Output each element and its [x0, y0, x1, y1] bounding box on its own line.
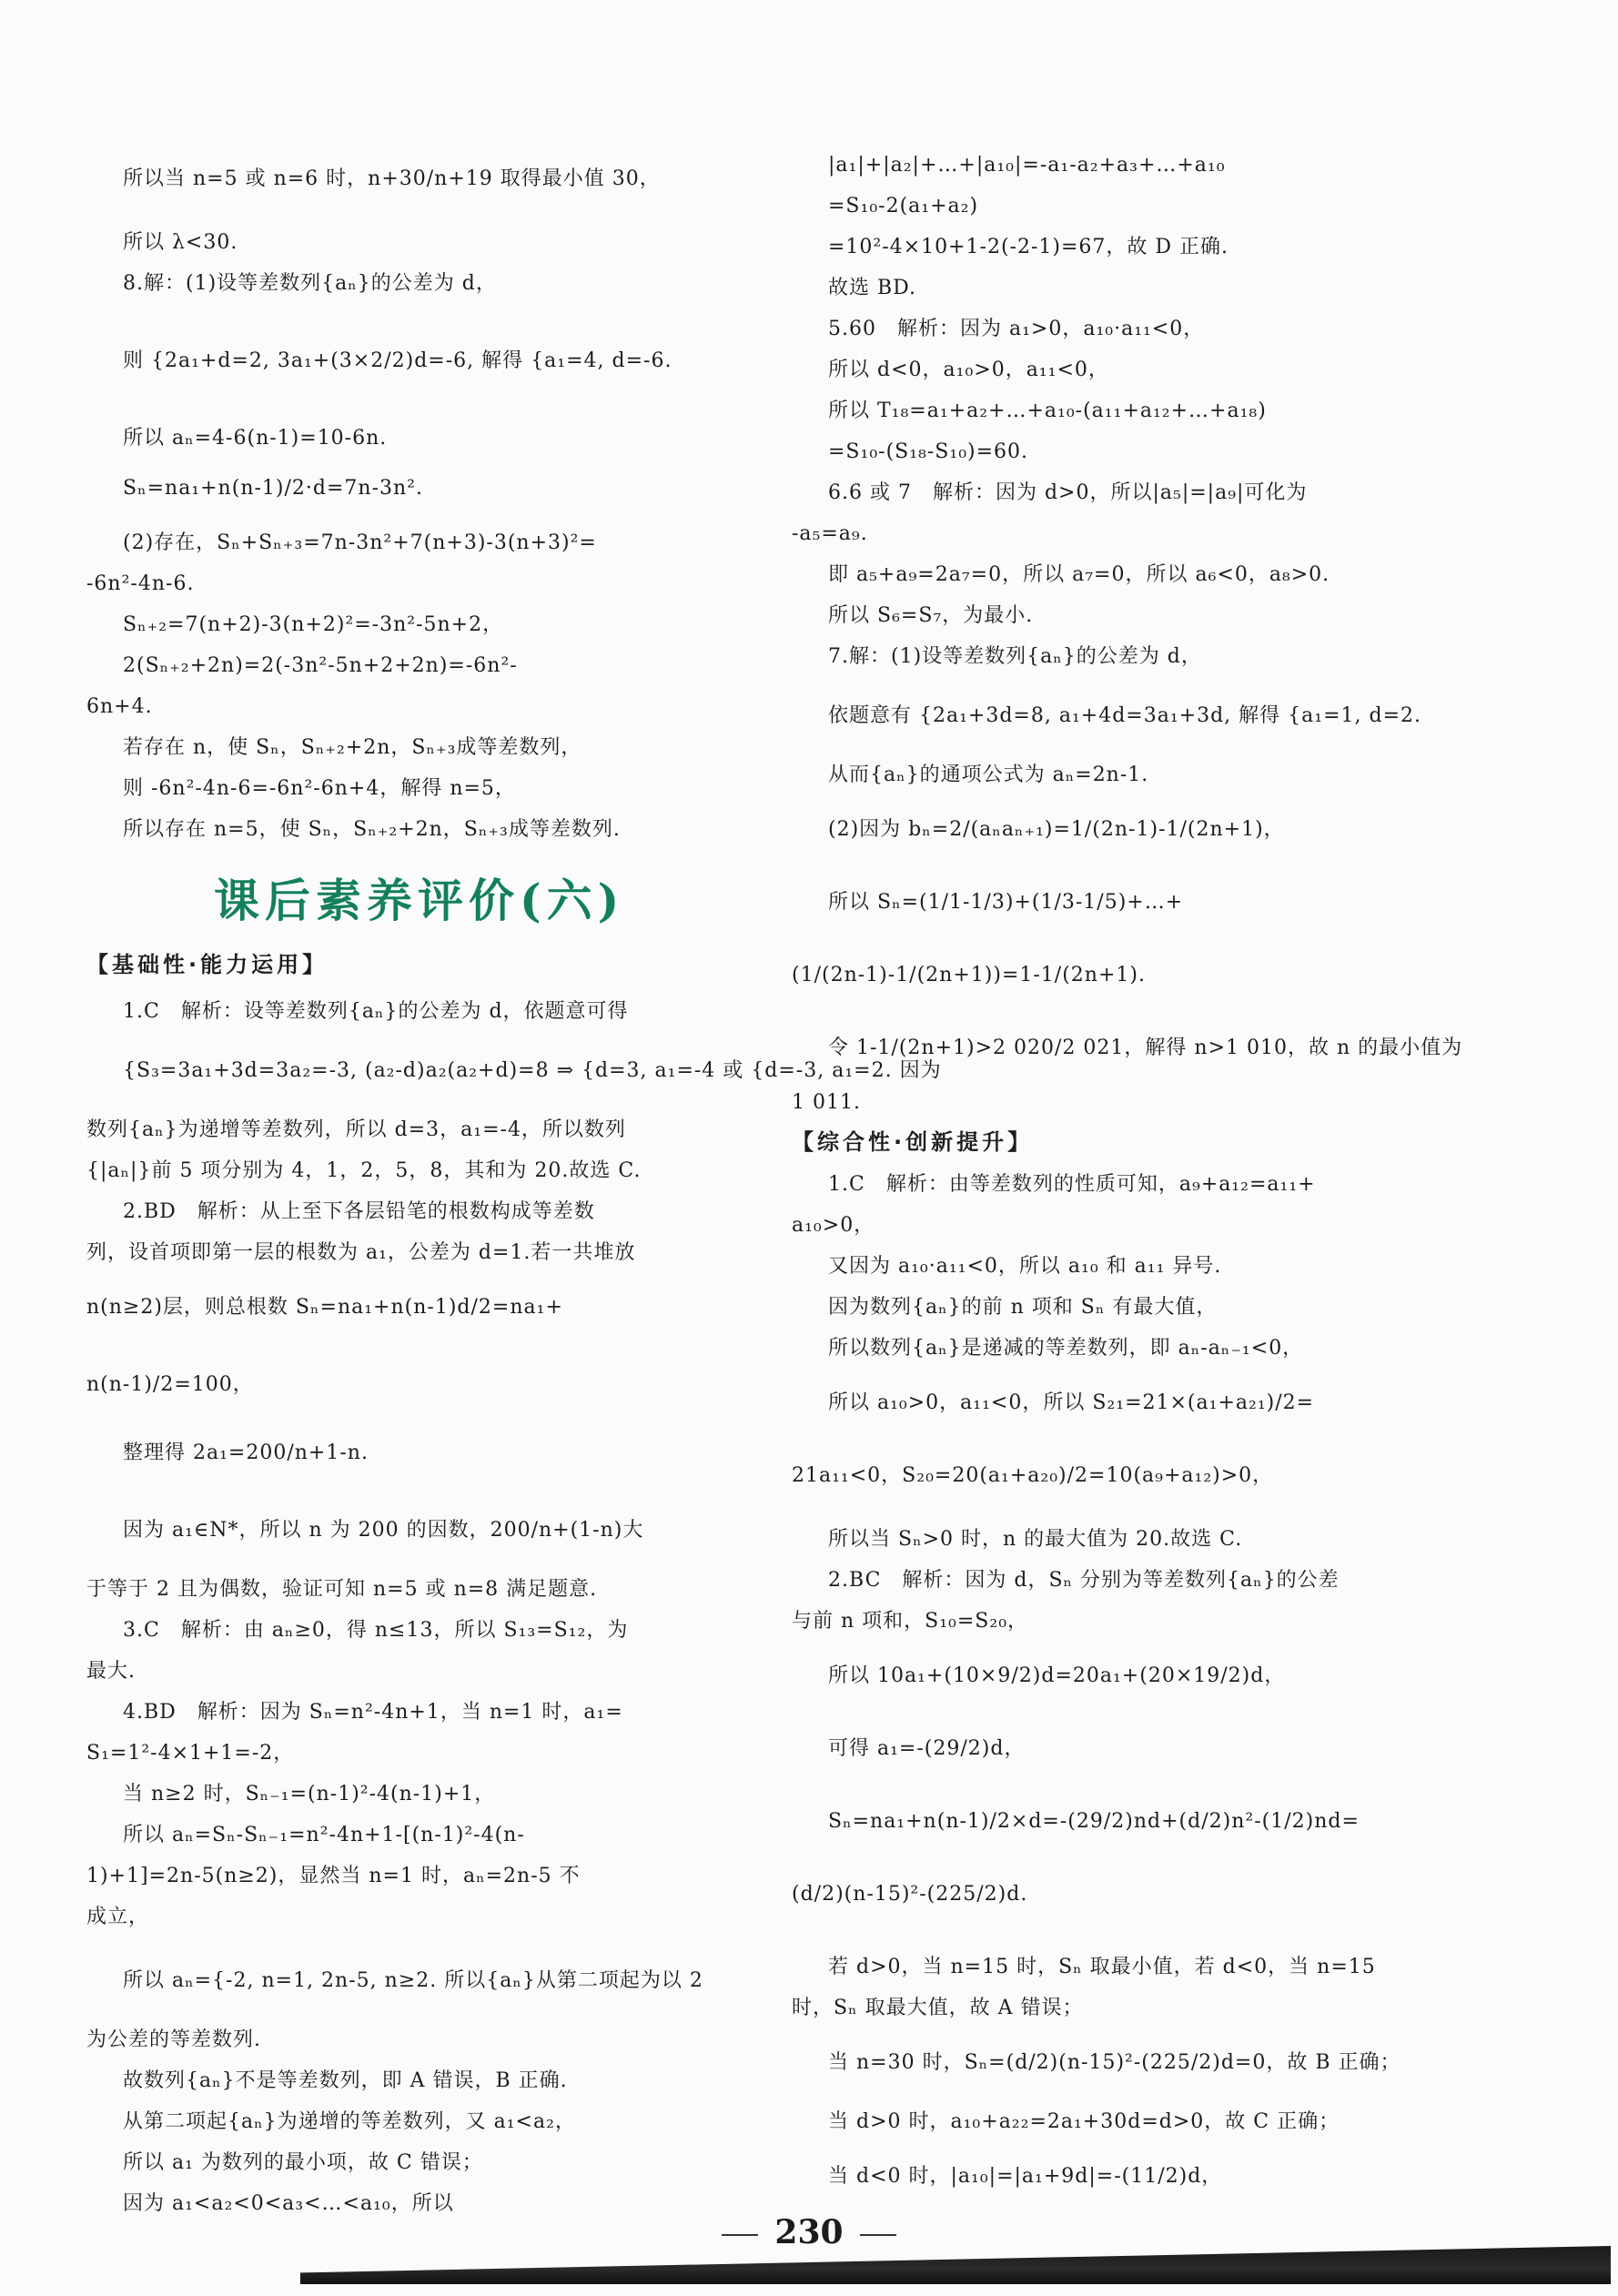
text-line: 所以当 n=5 或 n=6 时，n+30/n+19 取得最小值 30， — [123, 167, 661, 190]
text-line: (1/(2n-1)-1/(2n+1))=1-1/(2n+1). — [792, 964, 1146, 986]
text-line: 则 -6n²-4n-6=-6n²-6n+4，解得 n=5， — [123, 777, 516, 800]
text-line: 3.C 解析：由 aₙ≥0，得 n≤13，所以 S₁₃=S₁₂，为 — [123, 1619, 629, 1642]
page-dash-left — [722, 2234, 758, 2236]
text-line: 列，设首项即第一层的根数为 a₁，公差为 d=1.若一共堆放 — [86, 1241, 636, 1264]
section-title: 课后素养评价(六) — [214, 874, 625, 927]
bottom-decor-bar — [300, 2246, 1611, 2284]
text-line: 从第二项起{aₙ}为递增的等差数列，又 a₁<a₂， — [123, 2110, 576, 2133]
text-line: 若 d>0，当 n=15 时，Sₙ 取最小值，若 d<0，当 n=15 — [828, 1956, 1376, 1978]
text-line: 所以存在 n=5，使 Sₙ，Sₙ₊₂+2n，Sₙ₊₃成等差数列. — [123, 818, 621, 841]
text-line: 成立， — [86, 1906, 150, 1928]
text-line: 5.60 解析：因为 a₁>0，a₁₀·a₁₁<0， — [828, 318, 1205, 340]
text-line: -a₅=a₉. — [792, 522, 868, 545]
text-line: 6.6 或 7 解析：因为 d>0，所以|a₅|=|a₉|可化为 — [828, 481, 1308, 504]
text-line: 与前 n 项和，S₁₀=S₂₀， — [792, 1610, 1029, 1633]
text-line: n(n-1)/2=100， — [86, 1373, 254, 1396]
text-line: 若存在 n，使 Sₙ，Sₙ₊₂+2n，Sₙ₊₃成等差数列， — [123, 736, 582, 759]
text-line: 令 1-1/(2n+1)>2 020/2 021，解得 n>1 010，故 n 的最小值为 — [828, 1037, 1463, 1059]
page-dash-right — [860, 2234, 896, 2236]
text-line: {|aₙ|}前 5 项分别为 4，1，2，5，8，其和为 20.故选 C. — [86, 1159, 642, 1182]
text-line: 所以 S₆=S₇，为最小. — [828, 604, 1034, 627]
text-line: 为公差的等差数列. — [86, 2028, 261, 2051]
text-line: 1 011. — [792, 1091, 861, 1114]
text-line: 整理得 2a₁=200/n+1-n. — [123, 1441, 369, 1464]
text-line: 1.C 解析：设等差数列{aₙ}的公差为 d，依题意可得 — [123, 1000, 629, 1023]
text-line: {S₃=3a₁+3d=3a₂=-3, (a₂-d)a₂(a₂+d)=8 ⇒ {d=3, a₁=-4 或 {d=-3, a₁=2. 因为 — [123, 1059, 942, 1082]
text-line: n(n≥2)层，则总根数 Sₙ=na₁+n(n-1)d/2=na₁+ — [86, 1296, 563, 1319]
text-line: 6n+4. — [86, 695, 153, 718]
text-line: S₁=1²-4×1+1=-2， — [86, 1742, 295, 1765]
text-line: 最大. — [86, 1660, 136, 1683]
text-line: Sₙ₊₂=7(n+2)-3(n+2)²=-3n²-5n+2， — [123, 613, 504, 636]
text-line: 可得 a₁=-(29/2)d， — [828, 1737, 1026, 1760]
text-line: 2(Sₙ₊₂+2n)=2(-3n²-5n+2+2n)=-6n²- — [123, 654, 518, 677]
text-line: 8.解：(1)设等差数列{aₙ}的公差为 d， — [123, 272, 497, 295]
text-line: 因为 a₁∈N*，所以 n 为 200 的因数，200/n+(1-n)大 — [123, 1519, 644, 1542]
text-line: (2)存在，Sₙ+Sₙ₊₃=7n-3n²+7(n+3)-3(n+3)²= — [123, 531, 597, 554]
text-line: 则 {2a₁+d=2, 3a₁+(3×2/2)d=-6, 解得 {a₁=4, d=-6. — [123, 349, 672, 372]
text-line: 7.解：(1)设等差数列{aₙ}的公差为 d， — [828, 645, 1202, 668]
text-line: 即 a₅+a₉=2a₇=0，所以 a₇=0，所以 a₆<0，a₈>0. — [828, 563, 1330, 586]
text-line: 从而{aₙ}的通项公式为 aₙ=2n-1. — [828, 764, 1149, 786]
text-line: 于等于 2 且为偶数，验证可知 n=5 或 n=8 满足题意. — [86, 1578, 598, 1601]
text-line: 当 n=30 时，Sₙ=(d/2)(n-15)²-(225/2)d=0，故 B 正确； — [828, 2051, 1401, 2074]
text-line: 4.BD 解析：因为 Sₙ=n²-4n+1，当 n=1 时，a₁= — [123, 1701, 623, 1724]
text-line: 所以 d<0，a₁₀>0，a₁₁<0， — [828, 359, 1109, 381]
text-line: 当 n≥2 时，Sₙ₋₁=(n-1)²-4(n-1)+1， — [123, 1783, 496, 1805]
text-line: 所以数列{aₙ}是递减的等差数列，即 aₙ-aₙ₋₁<0， — [828, 1337, 1304, 1360]
text-line: 依题意有 {2a₁+3d=8, a₁+4d=3a₁+3d, 解得 {a₁=1, d=2. — [828, 704, 1422, 727]
text-line: 因为数列{aₙ}的前 n 项和 Sₙ 有最大值， — [828, 1296, 1218, 1319]
text-line: 2.BC 解析：因为 d，Sₙ 分别为等差数列{aₙ}的公差 — [828, 1569, 1340, 1592]
text-line: 又因为 a₁₀·a₁₁<0，所以 a₁₀ 和 a₁₁ 异号. — [828, 1255, 1222, 1278]
subheading-comprehensive: 【综合性·创新提升】 — [792, 1129, 1034, 1155]
text-line: (2)因为 bₙ=2/(aₙaₙ₊₁)=1/(2n-1)-1/(2n+1)， — [828, 818, 1285, 841]
text-line: 所以 a₁₀>0，a₁₁<0，所以 S₂₁=21×(a₁+a₂₁)/2= — [828, 1391, 1315, 1414]
text-line: 数列{aₙ}为递增等差数列，所以 d=3，a₁=-4，所以数列 — [86, 1118, 626, 1141]
text-line: 所以 T₁₈=a₁+a₂+…+a₁₀-(a₁₁+a₁₂+…+a₁₈) — [828, 400, 1267, 422]
text-line: 所以 a₁ 为数列的最小项，故 C 错误； — [123, 2151, 483, 2174]
text-line: -6n²-4n-6. — [86, 572, 195, 595]
text-line: 21a₁₁<0，S₂₀=20(a₁+a₂₀)/2=10(a₉+a₁₂)>0， — [792, 1464, 1274, 1487]
text-line: 所以 aₙ=4-6(n-1)=10-6n. — [123, 427, 388, 450]
page-number: 230 — [774, 2213, 844, 2251]
page-number-block — [0, 2213, 1618, 2251]
text-line: |a₁|+|a₂|+…+|a₁₀|=-a₁-a₂+a₃+…+a₁₀ — [828, 154, 1226, 177]
text-line: 当 d>0 时，a₁₀+a₂₂=2a₁+30d=d>0，故 C 正确； — [828, 2110, 1340, 2133]
subheading-basic: 【基础性·能力运用】 — [86, 952, 329, 977]
text-line: 所以当 Sₙ>0 时，n 的最大值为 20.故选 C. — [828, 1528, 1243, 1551]
text-line: =S₁₀-2(a₁+a₂) — [828, 195, 979, 217]
text-line: 当 d<0 时，|a₁₀|=|a₁+9d|=-(11/2)d， — [828, 2165, 1223, 2188]
text-line: 因为 a₁<a₂<0<a₃<…<a₁₀，所以 — [123, 2192, 454, 2215]
text-line: (d/2)(n-15)²-(225/2)d. — [792, 1883, 1028, 1906]
text-line: =S₁₀-(S₁₈-S₁₀)=60. — [828, 440, 1029, 463]
text-line: a₁₀>0， — [792, 1214, 875, 1237]
text-line: 2.BD 解析：从上至下各层铅笔的根数构成等差数 — [123, 1200, 595, 1223]
text-line: 1)+1]=2n-5(n≥2)，显然当 n=1 时，aₙ=2n-5 不 — [86, 1865, 581, 1887]
text-line: 所以 Sₙ=(1/1-1/3)+(1/3-1/5)+…+ — [828, 891, 1184, 914]
text-line: 所以 λ<30. — [123, 231, 238, 254]
text-line: 故数列{aₙ}不是等差数列，即 A 错误，B 正确. — [123, 2069, 568, 2092]
text-line: 所以 aₙ=Sₙ-Sₙ₋₁=n²-4n+1-[(n-1)²-4(n- — [123, 1824, 525, 1846]
text-line: =10²-4×10+1-2(-2-1)=67，故 D 正确. — [828, 236, 1229, 258]
text-line: 所以 aₙ={-2, n=1, 2n-5, n≥2. 所以{aₙ}从第二项起为以 2 — [123, 1969, 703, 1992]
text-line: 时，Sₙ 取最大值，故 A 错误； — [792, 1997, 1084, 2019]
text-line: 所以 10a₁+(10×9/2)d=20a₁+(20×19/2)d， — [828, 1664, 1286, 1687]
text-line: 故选 BD. — [828, 277, 917, 299]
text-line: Sₙ=na₁+n(n-1)/2·d=7n-3n². — [123, 477, 423, 500]
text-line: 1.C 解析：由等差数列的性质可知，a₉+a₁₂=a₁₁+ — [828, 1173, 1316, 1196]
text-line: Sₙ=na₁+n(n-1)/2×d=-(29/2)nd+(d/2)n²-(1/2)nd= — [828, 1810, 1360, 1833]
